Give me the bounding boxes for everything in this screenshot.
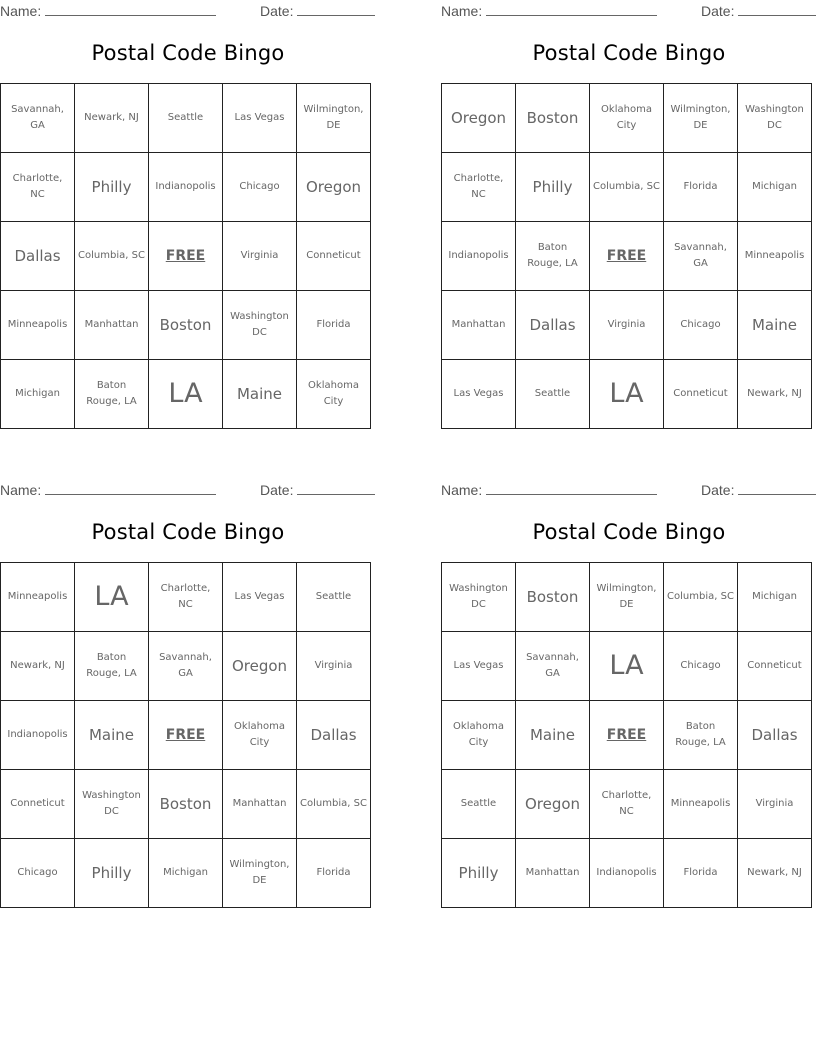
bingo-cell[interactable]: Seattle: [516, 360, 590, 429]
bingo-cell[interactable]: Las Vegas: [442, 632, 516, 701]
date-blank-line[interactable]: [297, 481, 375, 495]
bingo-cell[interactable]: Oklahoma City: [590, 84, 664, 153]
bingo-cell[interactable]: Newark, NJ: [75, 84, 149, 153]
card-title: Postal Code Bingo: [91, 41, 285, 65]
bingo-cell[interactable]: Dallas: [1, 222, 75, 291]
bingo-cell[interactable]: Washington DC: [442, 563, 516, 632]
bingo-cell[interactable]: Manhattan: [75, 291, 149, 360]
bingo-cell[interactable]: Indianopolis: [149, 153, 223, 222]
bingo-cell[interactable]: Savannah, GA: [149, 632, 223, 701]
bingo-cell[interactable]: Michigan: [738, 153, 812, 222]
bingo-cell[interactable]: Wilmington, DE: [664, 84, 738, 153]
date-label: Date:: [701, 3, 735, 19]
bingo-cell[interactable]: Maine: [738, 291, 812, 360]
bingo-cell[interactable]: LA: [590, 360, 664, 429]
bingo-cell[interactable]: Columbia, SC: [297, 770, 371, 839]
header-fields: [0, 481, 376, 499]
date-field: [701, 481, 816, 498]
bingo-cell[interactable]: Florida: [297, 291, 371, 360]
bingo-cell[interactable]: Indianopolis: [1, 701, 75, 770]
bingo-card-1: [0, 0, 376, 440]
bingo-cell[interactable]: Columbia, SC: [664, 563, 738, 632]
bingo-cell[interactable]: Newark, NJ: [738, 839, 812, 908]
card-title: Postal Code Bingo: [91, 520, 285, 544]
bingo-cell[interactable]: Oregon: [516, 770, 590, 839]
bingo-grid: [0, 562, 371, 908]
name-field: [441, 2, 657, 19]
bingo-cell[interactable]: Savannah, GA: [516, 632, 590, 701]
name-blank-line[interactable]: [45, 2, 216, 16]
bingo-cell[interactable]: Baton Rouge, LA: [75, 360, 149, 429]
bingo-cell[interactable]: Oklahoma City: [223, 701, 297, 770]
bingo-cell[interactable]: Charlotte, NC: [149, 563, 223, 632]
name-blank-line[interactable]: [45, 481, 216, 495]
bingo-grid: [441, 83, 812, 429]
bingo-cell[interactable]: Philly: [442, 839, 516, 908]
bingo-cell[interactable]: Minneapolis: [738, 222, 812, 291]
header-fields: [441, 2, 816, 20]
bingo-cell[interactable]: Baton Rouge, LA: [75, 632, 149, 701]
bingo-cell[interactable]: Conneticut: [664, 360, 738, 429]
bingo-cell[interactable]: Las Vegas: [442, 360, 516, 429]
bingo-cell[interactable]: Chicago: [664, 632, 738, 701]
name-blank-line[interactable]: [486, 481, 657, 495]
bingo-card-3: [0, 479, 376, 919]
name-field: [0, 2, 216, 19]
name-field: [0, 481, 216, 498]
name-label: Name:: [441, 3, 483, 19]
bingo-cell[interactable]: Charlotte, NC: [590, 770, 664, 839]
bingo-cell[interactable]: Washington DC: [75, 770, 149, 839]
bingo-cell[interactable]: LA: [149, 360, 223, 429]
free-space-cell[interactable]: FREE: [590, 222, 664, 291]
bingo-cell[interactable]: Indianopolis: [590, 839, 664, 908]
bingo-cell[interactable]: Florida: [297, 839, 371, 908]
bingo-cell[interactable]: Savannah, GA: [1, 84, 75, 153]
card-title: Postal Code Bingo: [532, 520, 726, 544]
bingo-cell[interactable]: Chicago: [664, 291, 738, 360]
bingo-cell[interactable]: Columbia, SC: [75, 222, 149, 291]
date-label: Date:: [260, 3, 294, 19]
bingo-cell[interactable]: Newark, NJ: [1, 632, 75, 701]
bingo-cell[interactable]: Michigan: [738, 563, 812, 632]
card-title: Postal Code Bingo: [532, 41, 726, 65]
bingo-cell[interactable]: Maine: [516, 701, 590, 770]
bingo-cell[interactable]: Philly: [75, 153, 149, 222]
bingo-cell[interactable]: Seattle: [149, 84, 223, 153]
bingo-cell[interactable]: Maine: [75, 701, 149, 770]
bingo-grid: [441, 562, 812, 908]
bingo-cell[interactable]: Boston: [149, 770, 223, 839]
free-space-cell[interactable]: FREE: [149, 701, 223, 770]
date-label: Date:: [701, 482, 735, 498]
bingo-grid: [0, 83, 371, 429]
bingo-cell[interactable]: Florida: [664, 839, 738, 908]
bingo-cell[interactable]: Oregon: [297, 153, 371, 222]
date-field: [260, 2, 375, 19]
bingo-cell[interactable]: Boston: [516, 84, 590, 153]
bingo-cell[interactable]: Minneapolis: [1, 563, 75, 632]
bingo-cell[interactable]: Chicago: [1, 839, 75, 908]
name-label: Name:: [0, 3, 42, 19]
bingo-cell[interactable]: Philly: [516, 153, 590, 222]
name-field: [441, 481, 657, 498]
bingo-cell[interactable]: Manhattan: [223, 770, 297, 839]
bingo-cell[interactable]: Florida: [664, 153, 738, 222]
bingo-cell[interactable]: Seattle: [442, 770, 516, 839]
bingo-cell[interactable]: Philly: [75, 839, 149, 908]
bingo-cell[interactable]: Dallas: [516, 291, 590, 360]
bingo-cell[interactable]: Chicago: [223, 153, 297, 222]
bingo-card-2: [441, 0, 816, 440]
bingo-cell[interactable]: Savannah, GA: [664, 222, 738, 291]
bingo-cell[interactable]: Dallas: [738, 701, 812, 770]
bingo-cell[interactable]: Seattle: [297, 563, 371, 632]
bingo-cell[interactable]: Washington DC: [223, 291, 297, 360]
bingo-cell[interactable]: Conneticut: [1, 770, 75, 839]
bingo-cell[interactable]: Virginia: [297, 632, 371, 701]
bingo-cell[interactable]: Michigan: [149, 839, 223, 908]
free-space-cell[interactable]: FREE: [590, 701, 664, 770]
bingo-cell[interactable]: Oregon: [223, 632, 297, 701]
date-blank-line[interactable]: [738, 481, 816, 495]
bingo-cell[interactable]: Columbia, SC: [590, 153, 664, 222]
bingo-cell[interactable]: Maine: [223, 360, 297, 429]
bingo-cell[interactable]: Virginia: [223, 222, 297, 291]
bingo-card-4: [441, 479, 816, 919]
date-blank-line[interactable]: [738, 2, 816, 16]
bingo-cell[interactable]: Conneticut: [738, 632, 812, 701]
bingo-cell[interactable]: Manhattan: [516, 839, 590, 908]
bingo-cell[interactable]: Minneapolis: [664, 770, 738, 839]
header-fields: [441, 481, 816, 499]
header-fields: [0, 2, 376, 20]
bingo-cell[interactable]: Washington DC: [738, 84, 812, 153]
bingo-cell[interactable]: Boston: [149, 291, 223, 360]
bingo-cell[interactable]: Conneticut: [297, 222, 371, 291]
bingo-cell[interactable]: Virginia: [738, 770, 812, 839]
bingo-cell[interactable]: Boston: [516, 563, 590, 632]
bingo-cell[interactable]: Las Vegas: [223, 84, 297, 153]
bingo-cell[interactable]: LA: [75, 563, 149, 632]
bingo-cell[interactable]: Newark, NJ: [738, 360, 812, 429]
bingo-cell[interactable]: Michigan: [1, 360, 75, 429]
bingo-cell[interactable]: Charlotte, NC: [1, 153, 75, 222]
bingo-cell[interactable]: Baton Rouge, LA: [516, 222, 590, 291]
bingo-cell[interactable]: Baton Rouge, LA: [664, 701, 738, 770]
bingo-cell[interactable]: Indianopolis: [442, 222, 516, 291]
bingo-cell[interactable]: Minneapolis: [1, 291, 75, 360]
bingo-cell[interactable]: Dallas: [297, 701, 371, 770]
bingo-cell[interactable]: Las Vegas: [223, 563, 297, 632]
bingo-cell[interactable]: Wilmington, DE: [297, 84, 371, 153]
name-label: Name:: [0, 482, 42, 498]
bingo-cell[interactable]: Wilmington, DE: [223, 839, 297, 908]
bingo-cell[interactable]: Charlotte, NC: [442, 153, 516, 222]
name-blank-line[interactable]: [486, 2, 657, 16]
bingo-cell[interactable]: Manhattan: [442, 291, 516, 360]
bingo-cell[interactable]: Oklahoma City: [297, 360, 371, 429]
date-label: Date:: [260, 482, 294, 498]
free-space-cell[interactable]: FREE: [149, 222, 223, 291]
name-label: Name:: [441, 482, 483, 498]
bingo-cell[interactable]: Oregon: [442, 84, 516, 153]
date-field: [260, 481, 375, 498]
bingo-cell[interactable]: Wilmington, DE: [590, 563, 664, 632]
bingo-cell[interactable]: LA: [590, 632, 664, 701]
bingo-cell[interactable]: Virginia: [590, 291, 664, 360]
date-blank-line[interactable]: [297, 2, 375, 16]
date-field: [701, 2, 816, 19]
bingo-cell[interactable]: Oklahoma City: [442, 701, 516, 770]
